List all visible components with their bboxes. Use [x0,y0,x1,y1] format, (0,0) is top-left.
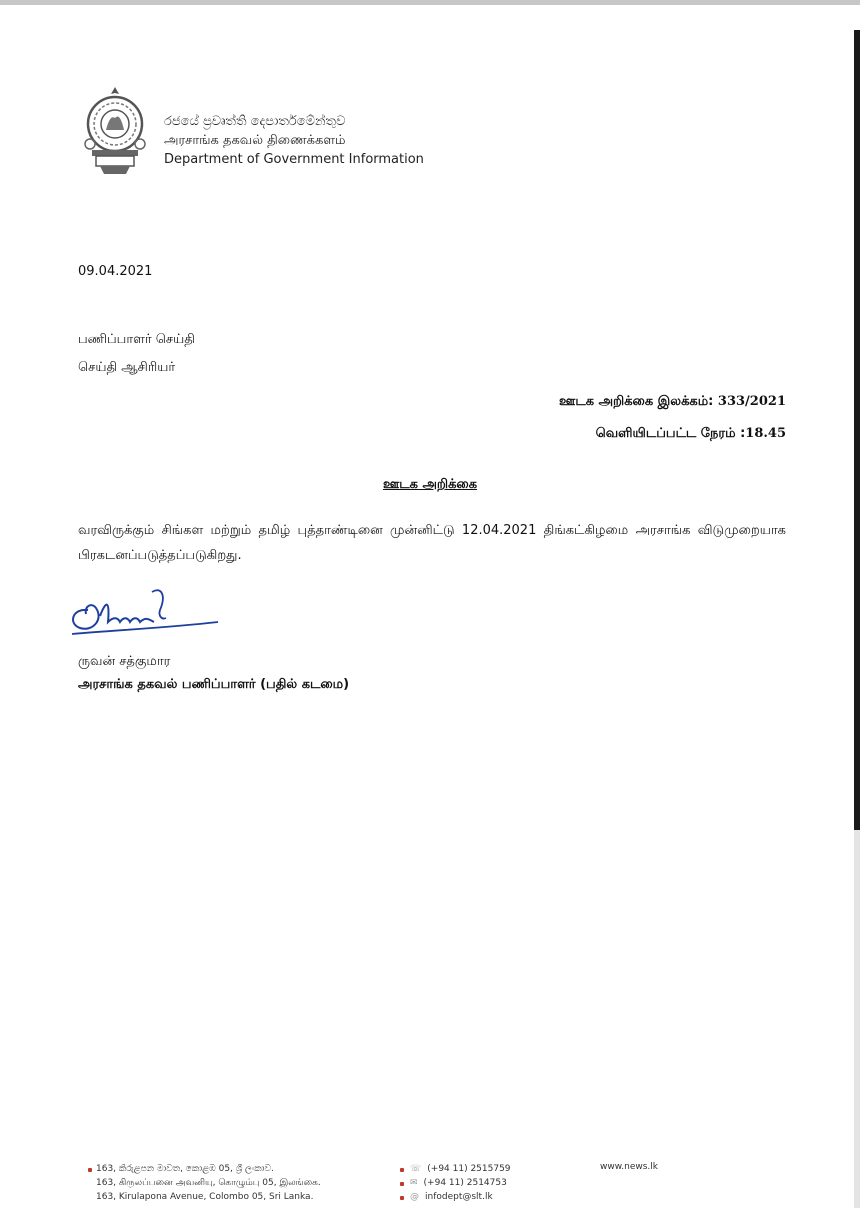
signer-title: அரசாங்க தகவல் பணிப்பாளர் (பதில் கடமை) [78,677,350,692]
footer-contact [410,1162,511,1204]
footer-bullet-icon [88,1168,92,1172]
phone-icon: ☏ [410,1164,422,1174]
footer-bullet-icon [400,1168,404,1172]
page-top-bar [0,0,860,5]
sri-lanka-emblem-icon [82,84,148,176]
footer-bullet-icon [400,1182,404,1186]
footer-address-sinhala: 163, කිරුළපන මාවත, කොළඹ 05, ශ්‍රී ලංකාව. [96,1164,274,1174]
release-time-value: 18.45 [745,426,786,441]
document-heading-text: ஊடக அறிக்கை [382,477,478,492]
document-date: 09.04.2021 [78,264,153,279]
footer-fax: (+94 11) 2514753 [423,1178,507,1188]
release-time-label: வெளியிடப்பட்ட நேரம் : [595,426,746,441]
fax-icon: ✉ [410,1178,418,1188]
release-number-value: 333/2021 [717,394,786,409]
footer-phone: (+94 11) 2515759 [427,1164,511,1174]
recipient-line: செய்தி ஆசிரியர் [78,360,176,375]
footer-email: infodept@slt.lk [425,1192,493,1202]
letterhead-sinhala: රජයේ ප්‍රවෘත්ති දෙපාර්තමේන්තුව [164,114,346,129]
release-number-label: ஊடக அறிக்கை இலக்கம்: [559,394,714,409]
email-icon: @ [410,1192,419,1202]
signature-image [66,580,226,640]
release-number [559,394,786,410]
footer-address-tamil: 163, கிருலப்பனை அவனியு, கொழும்பு 05, இலங்கை. [96,1178,321,1188]
page-right-edge [854,30,860,830]
footer-bullet-icon [400,1196,404,1200]
document-body: வரவிருக்கும் சிங்கள மற்றும் தமிழ் புத்தாண்டினை முன்னிட்டு 12.04.2021 திங்கட்கிழமை அரசாங்க விடுமுறையாக பிரகடனப்படுத்தப்படுகிறது. [78,523,786,563]
footer-website[interactable]: www.news.lk [600,1162,658,1172]
letterhead-english: Department of Government Information [164,152,424,167]
page-right-edge-lower [854,830,860,1208]
release-time [596,426,786,442]
page-footer [0,1160,860,1208]
letterhead-tamil: அரசாங்க தகவல் திணைக்களம் [164,133,346,148]
letterhead [82,84,442,178]
document-heading [0,477,860,493]
signer-name: ருவன் சத்குமார [78,654,171,669]
footer-address-english: 163, Kirulapona Avenue, Colombo 05, Sri Lanka. [96,1192,314,1202]
recipient-line: பணிப்பாளர் செய்தி [78,332,195,347]
footer-address [96,1162,321,1204]
